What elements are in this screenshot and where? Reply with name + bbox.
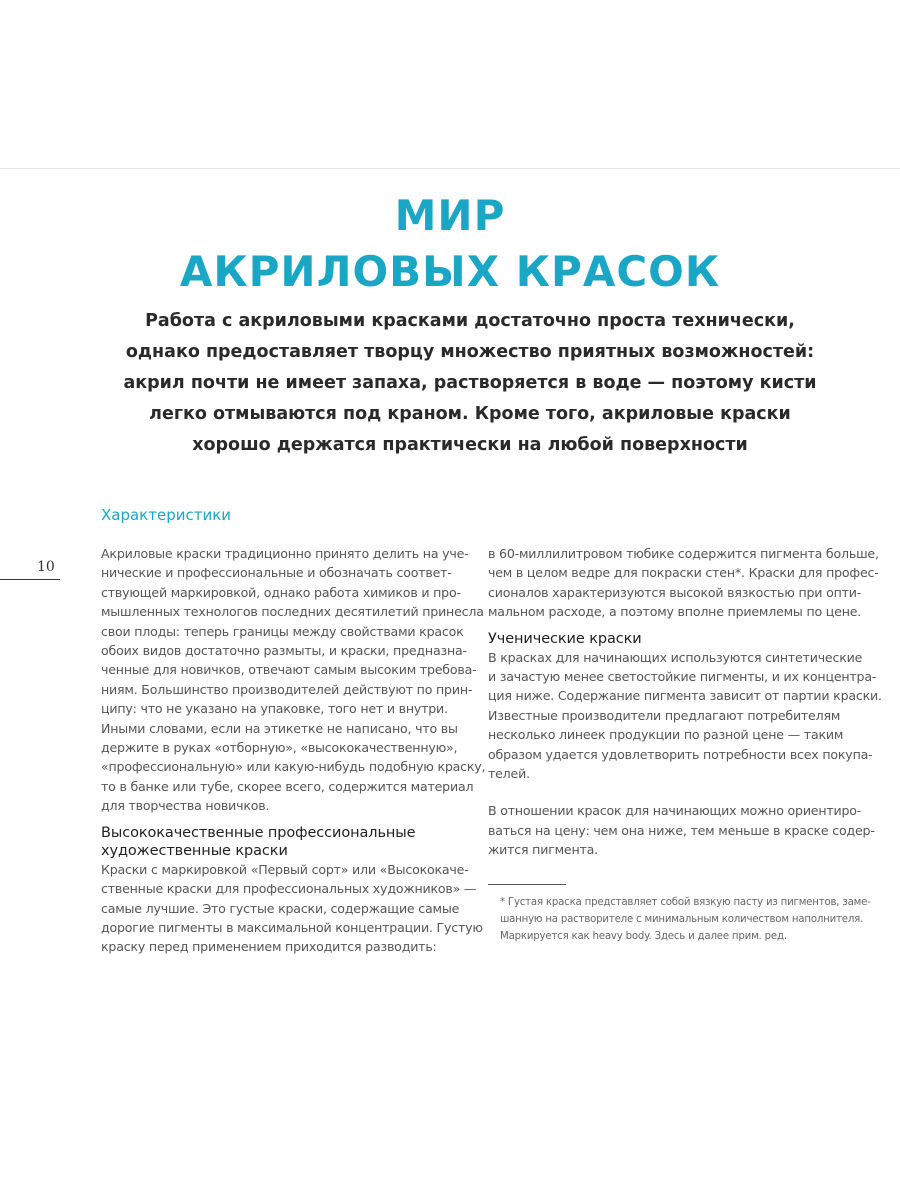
text-line: несколько линеек продукции по разной цене — таким	[488, 727, 844, 743]
lead-line: акрил почти не имеет запаха, растворяется в воде — поэтому кисти	[123, 373, 817, 393]
page-title-line-1: МИР	[394, 191, 506, 240]
text-line: ственные краски для профессиональных художников» —	[101, 881, 477, 897]
text-line: ченные для новичков, отвечают самым высоким требова-	[101, 662, 477, 678]
student-paints-subheading: Ученические краски	[488, 630, 642, 647]
text-line: и зачастую менее светостойкие пигменты, и их концентра-	[488, 669, 877, 685]
text-line: в 60-миллилитровом тюбике содержится пигмента больше,	[488, 546, 879, 561]
pro-paints-subheading	[101, 824, 471, 860]
text-line: краску перед применением приходится разводить:	[101, 939, 437, 955]
page-divider	[0, 168, 900, 169]
text-line: Краски с маркировкой «Первый сорт» или «Высококаче-	[101, 861, 469, 877]
text-line: ниям. Большинство производителей действуют по прин-	[101, 681, 473, 697]
text-line: Известные производители предлагают потребителям	[488, 707, 841, 723]
text-line: чем в целом ведре для покраски стен*. Краски для профес-	[488, 565, 879, 581]
subheading-line: художественные краски	[101, 842, 288, 859]
text-line: для творчества новичков.	[101, 798, 270, 814]
text-line: жится пигмента.	[488, 842, 598, 858]
text-line: ция ниже. Содержание пигмента зависит от партии краски.	[488, 688, 882, 704]
student-paints-paragraph	[488, 648, 882, 784]
subheading-line: Высококачественные профессиональные	[101, 824, 416, 841]
text-line: свои плоды: теперь границы между свойствами красок	[101, 623, 464, 639]
pro-paints-paragraph	[101, 860, 483, 957]
lead-line: легко отмываются под краном. Кроме того, акриловые краски	[149, 404, 791, 424]
right-column	[488, 544, 882, 860]
left-column	[101, 544, 486, 957]
spacer	[101, 816, 471, 824]
continuation-paragraph	[488, 544, 879, 622]
text-line: сионалов характеризуются высокой вязкостью при опти-	[488, 584, 862, 600]
text-line: «профессиональную» или какую-нибудь подобную краску,	[101, 759, 486, 775]
text-line: обоих видов достаточно размыты, и краски, предназна-	[101, 643, 467, 659]
text-line: ваться на цену: чем она ниже, тем меньше в краске содер-	[488, 822, 875, 838]
text-line: мальном расходе, а поэтому вполне приемлемы по цене.	[488, 604, 862, 620]
footnote-line: * Густая краска представляет собой вязкую пасту из пигментов, заме-	[500, 897, 871, 908]
text-line: В отношении красок для начинающих можно ориентиро-	[488, 803, 862, 819]
lead-paragraph	[100, 306, 840, 461]
footnote	[500, 894, 871, 945]
footnote-rule	[488, 884, 566, 885]
spacer	[488, 622, 858, 630]
intro-paragraph	[101, 544, 486, 816]
text-line: Иными словами, если на этикетке не написано, что вы	[101, 720, 458, 736]
lead-line: Работа с акриловыми красками достаточно проста технически,	[145, 311, 795, 331]
text-line: телей.	[488, 766, 530, 782]
page-title	[0, 188, 900, 300]
lead-line: однако предоставляет творцу множество приятных возможностей:	[125, 342, 815, 362]
text-line: ципу: что не указано на упаковке, того нет и внутри.	[101, 701, 448, 717]
price-paragraph	[488, 801, 875, 859]
text-line: ствующей маркировкой, однако работа химиков и про-	[101, 584, 461, 600]
lead-line: хорошо держатся практически на любой поверхности	[192, 435, 748, 455]
text-line: Акриловые краски традиционно принято делить на уче-	[101, 546, 469, 561]
text-line: образом удается удовлетворить потребности всех покупа-	[488, 746, 873, 762]
text-line: дорогие пигменты в максимальной концентрации. Густую	[101, 919, 483, 935]
text-line: то в банке или тубе, скорее всего, содержится материал	[101, 778, 474, 794]
text-line: нические и профессиональные и обозначать соответ-	[101, 565, 452, 581]
page-number-rule	[0, 579, 60, 580]
page-title-line-2: АКРИЛОВЫХ КРАСОК	[179, 247, 721, 296]
section-heading: Характеристики	[101, 506, 232, 524]
text-line: мышленных технологов последних десятилетий принесла	[101, 604, 484, 620]
text-line: самые лучшие. Это густые краски, содержащие самые	[101, 900, 460, 916]
page-number: 10	[37, 559, 55, 575]
footnote-line: шанную на растворителе с минимальным количеством наполнителя.	[500, 914, 864, 925]
text-line: В красках для начинающих используются синтетические	[488, 649, 863, 665]
spacer	[488, 783, 858, 801]
text-line: держите в руках «отборную», «высококачественную»,	[101, 740, 458, 756]
footnote-line: Маркируется как heavy body. Здесь и далее прим. ред.	[500, 931, 787, 942]
